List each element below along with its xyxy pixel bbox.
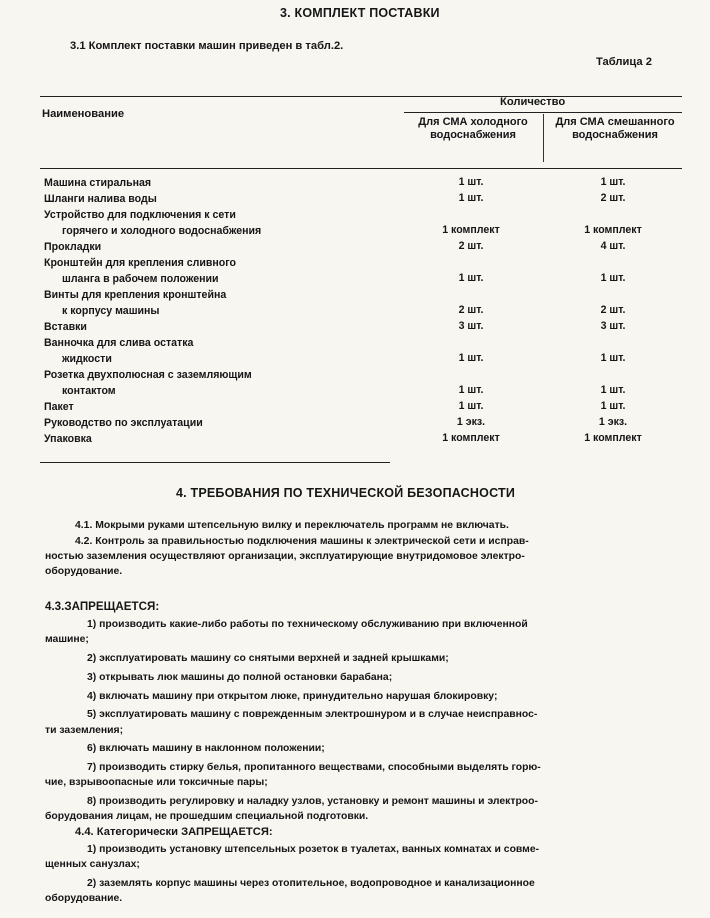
prohibition-item (45, 651, 663, 666)
table-row-name (44, 192, 157, 208)
paragraph-4-1 (45, 518, 663, 533)
prohibition-item-line: 7) производить стирку белья, пропитанного веществами, способными выделять горю- (87, 762, 541, 774)
table-row-name (44, 240, 101, 256)
table-row-name-line: Устройство для подключения к сети (44, 209, 236, 221)
prohibition-item-line: 5) эксплуатировать машину с поврежденным электрошнуром и в случае неисправнос- (87, 709, 538, 721)
table-cell-mixed: 1 шт. (600, 383, 626, 396)
strict-prohibition-item-line: оборудование. (45, 893, 123, 905)
table-row-name-line: Вставки (44, 321, 87, 333)
table-cell-mixed: 2 шт. (600, 303, 626, 316)
prohibition-item (45, 670, 663, 685)
prohibition-item-line: 2) эксплуатировать машину со снятыми верхней и задней крышками; (87, 653, 449, 664)
table-cell-cold: 1 шт. (458, 192, 484, 204)
column-divider (543, 114, 544, 162)
table-row-name-line: горячего и холодного водоснабжения (62, 224, 262, 237)
paragraph-4-3-title: 4.3.ЗАПРЕЩАЕТСЯ: (45, 600, 160, 613)
paragraph-4-2-line: 4.2. Контроль за правильностью подключения машины к электрической сети и исправ- (75, 536, 529, 547)
table-row-name-line: к корпусу машины (62, 304, 160, 317)
table-cell-cold: 1 шт. (458, 383, 484, 396)
prohibition-item-line: 6) включать машину в наклонном положении; (87, 743, 325, 755)
quantity-subrule (404, 112, 682, 113)
table-cell-mixed: 1 комплект (584, 223, 642, 236)
table-cell-cold: 1 шт. (458, 400, 484, 412)
table-bottom-rule (40, 462, 390, 463)
table-cell-mixed: 4 шт. (600, 240, 626, 252)
table-row-name-line: жидкости (62, 352, 112, 365)
prohibition-item-line: борудования лицам, не прошедшим специальной подготовки. (45, 811, 369, 823)
prohibition-item-line: 8) производить регулировку и наладку узлов, установку и ремонт машины и электроо- (87, 796, 538, 808)
table-cell-mixed: 1 комплект (584, 432, 642, 444)
table-row-name (44, 432, 92, 448)
table-row-name-line: Кронштейн для крепления сливного (44, 257, 236, 269)
table-row-name-line: Машина стиральная (44, 177, 152, 189)
table-cell-cold: 1 экз. (456, 416, 486, 428)
table-cell-cold: 1 шт. (458, 351, 484, 364)
prohibition-item-line: ти заземления; (45, 724, 124, 736)
table-cell-mixed: 1 шт. (600, 400, 626, 412)
column-header-cold: Для СМА холодного водоснабжения (418, 116, 528, 141)
paragraph-4-4-list (45, 842, 663, 910)
table-cell-mixed: 1 шт. (600, 351, 626, 364)
prohibition-item-line: чие, взрывоопасные или токсичные пары; (45, 777, 268, 789)
prohibition-item-line: 3) открывать люк машины до полной остановки барабана; (87, 671, 393, 683)
table-cell-mixed: 1 шт. (600, 271, 626, 284)
prohibition-item (45, 760, 663, 790)
table-cell-mixed: 2 шт. (600, 192, 626, 204)
prohibition-item (45, 689, 663, 704)
table-row-name (44, 288, 226, 319)
table-row-name-line: Упаковка (44, 433, 92, 445)
paragraph-4-2-line: оборудование. (45, 566, 123, 578)
prohibition-item (45, 707, 663, 737)
table-cell-cold: 3 шт. (458, 320, 484, 332)
paragraph-4-4-title: 4.4. Категорически ЗАПРЕЩАЕТСЯ: (75, 826, 273, 838)
section-4-title: 4. ТРЕБОВАНИЯ ПО ТЕХНИЧЕСКОЙ БЕЗОПАСНОСТИ (176, 486, 515, 500)
prohibition-item-line: машине; (45, 634, 89, 646)
table-row-name (44, 416, 203, 432)
table-row-name-line: шланга в рабочем положении (62, 272, 219, 285)
table-cell-cold: 2 шт. (458, 240, 484, 252)
table-cell-cold: 1 шт. (458, 271, 484, 284)
column-header-name: Наименование (42, 108, 125, 120)
table-cell-cold: 1 комплект (442, 223, 500, 236)
prohibition-item (45, 741, 663, 756)
table-row-name-line: Прокладки (44, 241, 102, 253)
table-header-rule (40, 168, 682, 169)
table-row-name (44, 336, 193, 367)
table-top-rule (40, 96, 682, 97)
table-cell-cold: 1 шт. (458, 176, 484, 188)
table-row-name (44, 320, 87, 336)
paragraph-4-2 (45, 534, 663, 580)
table-row-name-line: Руководство по эксплуатации (44, 417, 203, 429)
table-cell-mixed: 1 экз. (598, 416, 628, 428)
prohibition-item-line: 1) производить какие-либо работы по техническому обслуживанию при включенной (87, 619, 528, 630)
table-row-name (44, 176, 151, 192)
strict-prohibition-item-line: 1) производить установку штепсельных розеток в туалетах, ванных комнатах и совме- (87, 844, 540, 855)
strict-prohibition-item-line: щенных санузлах; (45, 859, 140, 871)
table-cell-cold: 2 шт. (458, 303, 484, 316)
section-3-intro: 3.1 Комплект поставки машин приведен в табл.2. (70, 40, 344, 52)
section-3-title: 3. КОМПЛЕКТ ПОСТАВКИ (280, 6, 440, 20)
prohibition-item-line: 4) включать машину при открытом люке, принудительно нарушая блокировку; (87, 690, 498, 702)
strict-prohibition-item-line: 2) заземлять корпус машины через отопительное, водопроводное и канализационное (87, 878, 535, 889)
table-row-name (44, 208, 261, 239)
strict-prohibition-item (45, 876, 663, 906)
paragraph-4-2-line: ностью заземления осуществляют организации, эксплуатирующие внутридомовое электро- (45, 551, 525, 563)
table-row-name-line: Розетка двухполюсная с заземляющим (44, 369, 252, 381)
table-row-name-line: Шланги налива воды (44, 193, 157, 205)
prohibition-item (45, 794, 663, 824)
table-cell-mixed: 1 шт. (600, 176, 626, 188)
table-row-name (44, 368, 252, 399)
table-row-name-line: Винты для крепления кронштейна (44, 289, 227, 301)
paragraph-4-3-list (45, 617, 663, 828)
table-row-name-line: Ванночка для слива остатка (44, 337, 194, 349)
table-row-name (44, 400, 74, 416)
strict-prohibition-item (45, 842, 663, 872)
table-cell-mixed: 3 шт. (600, 320, 626, 332)
table-cell-cold: 1 комплект (442, 432, 500, 444)
prohibition-item (45, 617, 663, 647)
table-row-name-line: Пакет (44, 401, 74, 413)
table-row-name-line: контактом (62, 384, 116, 397)
table-row-name (44, 256, 236, 287)
column-header-mixed: Для СМА смешанного водоснабжения (555, 116, 675, 141)
table-label: Таблица 2 (596, 56, 652, 68)
paragraph-4-1-text: 4.1. Мокрыми руками штепсельную вилку и переключатель программ не включать. (75, 520, 509, 531)
column-header-quantity: Количество (500, 96, 566, 108)
